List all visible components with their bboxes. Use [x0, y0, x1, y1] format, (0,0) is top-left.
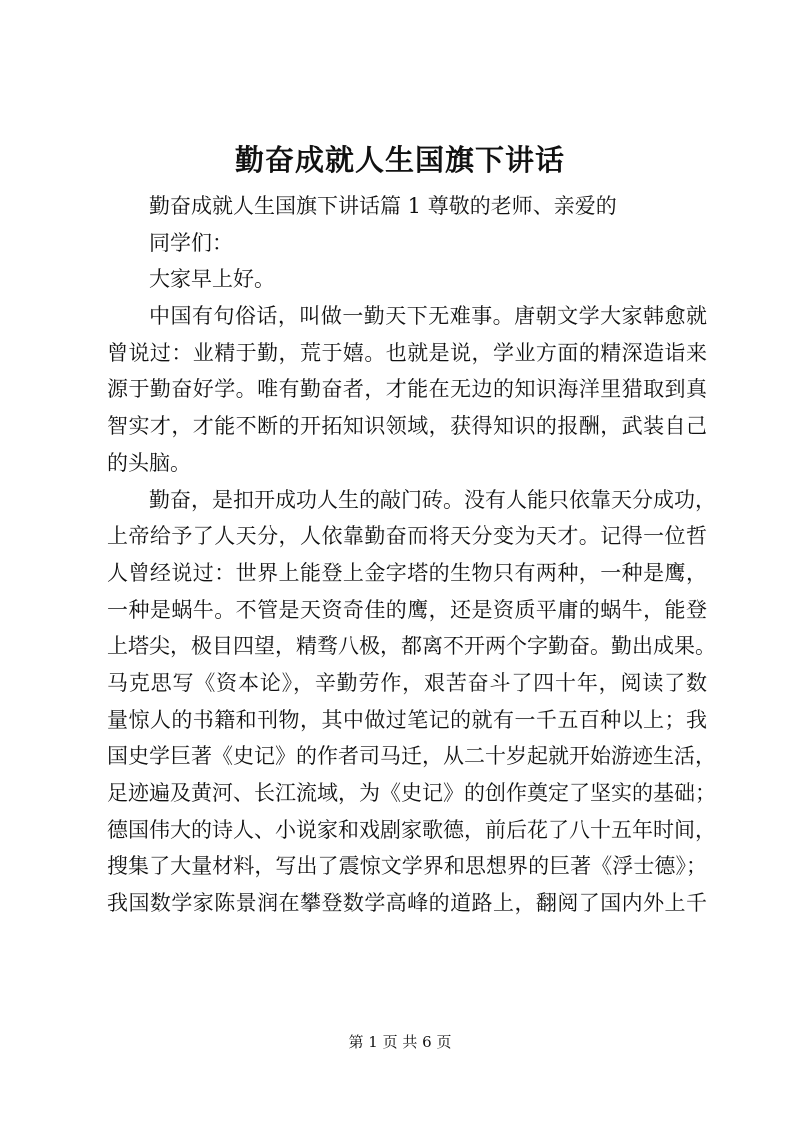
text-line: 量惊人的书籍和刊物，其中做过笔记的就有一千五百种以上；我	[107, 707, 707, 732]
text-line: 一种是蜗牛。不管是天资奇佳的鹰，还是资质平庸的蜗牛，能登	[107, 597, 707, 622]
text-line: 的头脑。	[107, 450, 191, 475]
text-line: 我国数学家陈景润在攀登数学高峰的道路上，翻阅了国内外上千	[107, 891, 707, 916]
text-line: 源于勤奋好学。唯有勤奋者，才能在无边的知识海洋里猎取到真	[107, 377, 707, 402]
text-line: 搜集了大量材料，写出了震惊文学界和思想界的巨著《浮士德》；	[107, 854, 707, 879]
text-line: 同学们：	[149, 230, 233, 255]
document-title: 勤奋成就人生国旗下讲话	[234, 143, 565, 177]
text-line: 上塔尖，极目四望，精骛八极，都离不开两个字勤奋。勤出成果。	[107, 634, 716, 659]
text-line: 中国有句俗话，叫做一勤天下无难事。唐朝文学大家韩愈就	[149, 304, 707, 329]
text-line: 马克思写《资本论》，辛勤劳作，艰苦奋斗了四十年，阅读了数	[107, 670, 707, 695]
text-line: 大家早上好。	[149, 267, 275, 292]
text-line: 人曾经说过：世界上能登上金字塔的生物只有两种，一种是鹰，	[107, 560, 707, 585]
text-line: 勤奋，是扣开成功人生的敲门砖。没有人能只依靠天分成功，	[149, 487, 716, 512]
page-footer: 第 1 页 共 6 页	[348, 1033, 452, 1051]
text-line: 足迹遍及黄河、长江流域，为《史记》的创作奠定了坚实的基础；	[107, 781, 716, 805]
text-line: 智实才，才能不断的开拓知识领域，获得知识的报酬，武装自己	[107, 414, 707, 439]
text-line: 勤奋成就人生国旗下讲话篇 1 尊敬的老师、亲爱的	[149, 194, 617, 218]
text-line: 上帝给予了人天分，人依靠勤奋而将天分变为天才。记得一位哲	[107, 524, 707, 549]
text-line: 曾说过：业精于勤，荒于嬉。也就是说，学业方面的精深造诣来	[107, 340, 707, 365]
text-line: 德国伟大的诗人、小说家和戏剧家歌德，前后花了八十五年时间，	[107, 817, 716, 842]
document-body	[107, 188, 716, 922]
text-line: 国史学巨著《史记》的作者司马迁，从二十岁起就开始游迹生活，	[107, 744, 716, 769]
